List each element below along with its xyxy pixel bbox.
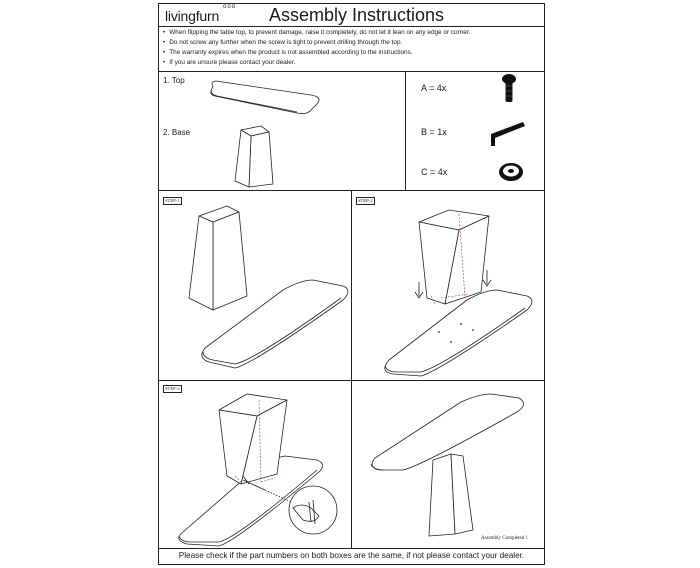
warnings-divider [159,71,544,72]
bolt-icon [499,72,519,106]
step-2-tag: STEP-2 [358,198,373,203]
hardware-b-label: B = 1x [421,127,447,137]
completed-illustration [357,384,543,544]
part-label-top: 1. Top [163,76,185,85]
footer-note: Please check if the part numbers on both boxes are the same, if not please contact your dealer. [178,551,525,560]
instruction-sheet [158,3,545,565]
part-label-base: 2. Base [163,128,191,137]
warning-item: • When flipping the table top, to prevent damage, raise it completely, do not let it lean on any edge or corner. [163,28,470,38]
warning-list [163,28,470,68]
page-title: Assembly Instructions [269,5,445,25]
step-2-illustration [369,200,539,378]
step-1-illustration [183,200,353,376]
brand-logo: livingfurn ooo [165,4,237,24]
warning-item: • If you are unsure please contact your dealer. [163,58,470,68]
footer-divider [159,548,544,549]
step-1-tag: STEP-1 [165,198,180,203]
header-divider [159,26,544,27]
part-base-illustration [233,124,283,190]
warning-item: • Do not screw any further when the screw is tight to prevent drilling through the top. [163,38,470,48]
steps-horizontal-divider [159,380,544,381]
part-top-illustration [207,76,327,126]
washer-icon [497,160,525,184]
allen-key-icon [485,118,531,152]
hardware-c-label: C = 4x [421,167,448,177]
warning-item: • The warranty expires when the product is not assembled according to the instructions. [163,48,470,58]
hardware-a-label: A = 4x [421,83,447,93]
logo-dots: ooo [223,4,237,10]
parts-hardware-divider [405,71,406,190]
assembly-completed-label: Assembly Completed !. [481,536,529,541]
step-3-tag: STEP-3 [165,386,180,391]
step-3-illustration [169,386,351,546]
